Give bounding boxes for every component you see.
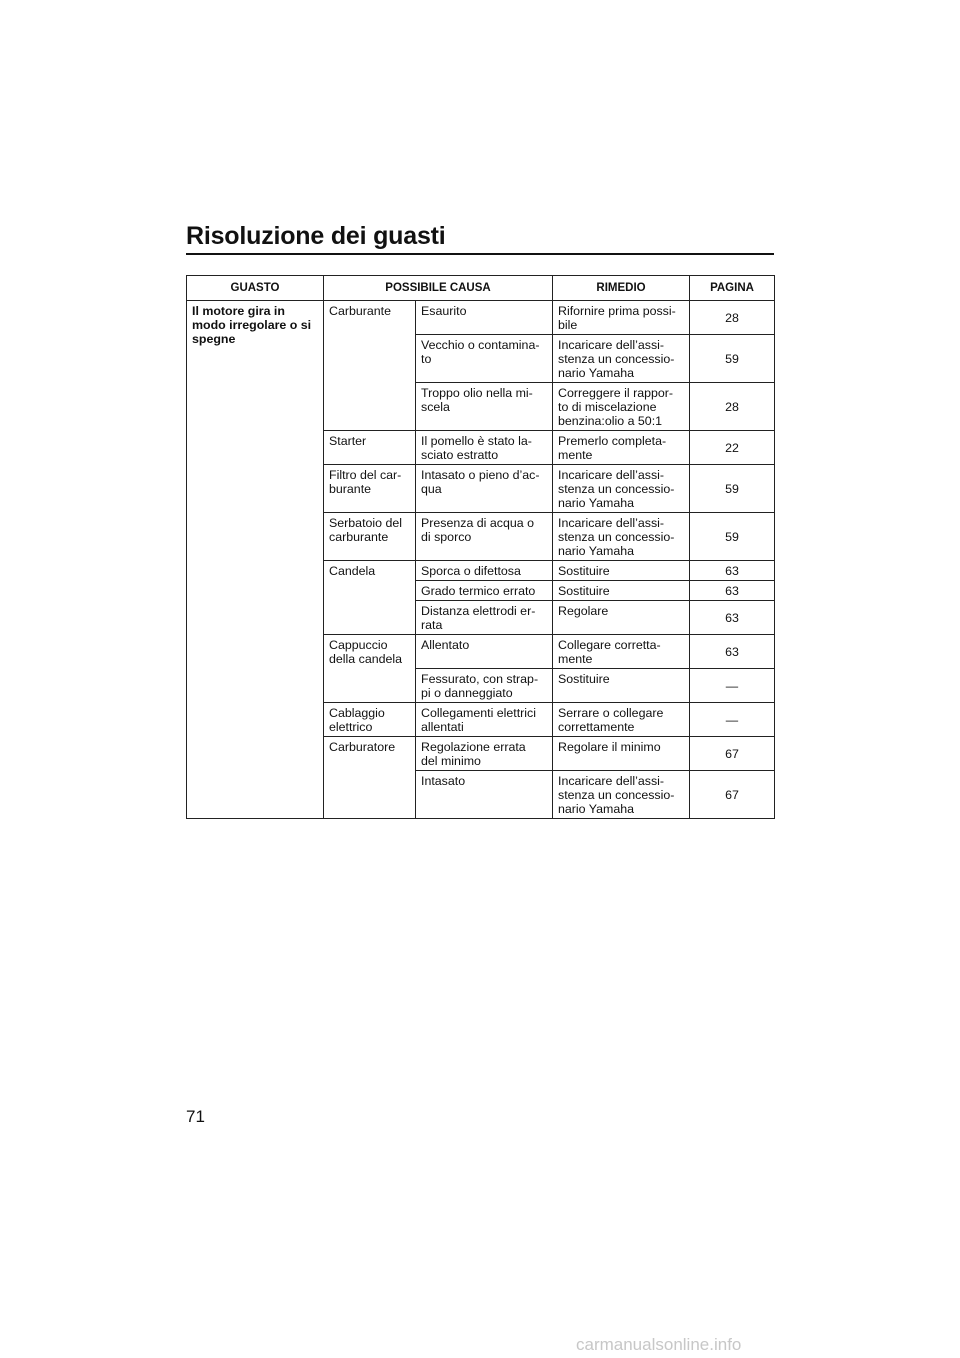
cause-cell: Il pomello è stato la- sciato estratto: [416, 431, 553, 465]
cause-cell: Esaurito: [416, 301, 553, 335]
component-cell: Carburante: [324, 301, 416, 431]
cause-cell: Intasato o pieno d’ac- qua: [416, 465, 553, 513]
page-cell: 63: [690, 581, 775, 601]
remedy-cell: Sostituire: [553, 561, 690, 581]
component-cell: Candela: [324, 561, 416, 635]
page-cell: 28: [690, 301, 775, 335]
page-cell: 59: [690, 513, 775, 561]
page-cell: 59: [690, 465, 775, 513]
page-cell: 67: [690, 737, 775, 771]
remedy-cell: Regolare: [553, 601, 690, 635]
page-cell: 22: [690, 431, 775, 465]
fault-cell: Il motore gira in modo irregolare o si spegne: [187, 301, 324, 819]
cause-cell: Regolazione errata del minimo: [416, 737, 553, 771]
page-cell: 63: [690, 561, 775, 581]
remedy-cell: Regolare il minimo: [553, 737, 690, 771]
page-number: 71: [186, 1107, 205, 1126]
header-remedy: RIMEDIO: [553, 276, 690, 301]
header-cause: POSSIBILE CAUSA: [324, 276, 553, 301]
component-cell: Carburatore: [324, 737, 416, 819]
cause-cell: Presenza di acqua o di sporco: [416, 513, 553, 561]
troubleshooting-table: [186, 275, 775, 819]
remedy-cell: Incaricare dell’assi- stenza un concessio- nario Yamaha: [553, 513, 690, 561]
cause-cell: Grado termico errato: [416, 581, 553, 601]
component-cell: Cablaggio elettrico: [324, 703, 416, 737]
page-cell: 63: [690, 601, 775, 635]
watermark: carmanualsonline.info: [576, 1335, 742, 1354]
cause-cell: Fessurato, con strap- pi o danneggiato: [416, 669, 553, 703]
page-cell: 67: [690, 771, 775, 819]
remedy-cell: Collegare corretta- mente: [553, 635, 690, 669]
table-row: [187, 301, 775, 335]
remedy-cell: Incaricare dell’assi- stenza un concessio- nario Yamaha: [553, 465, 690, 513]
header-page: PAGINA: [690, 276, 775, 301]
remedy-cell: Premerlo completa- mente: [553, 431, 690, 465]
cause-cell: Allentato: [416, 635, 553, 669]
table-header-row: [187, 276, 775, 301]
remedy-cell: Correggere il rappor- to di miscelazione benzina:olio a 50:1: [553, 383, 690, 431]
cause-cell: Troppo olio nella mi- scela: [416, 383, 553, 431]
page-cell: —: [690, 703, 775, 737]
remedy-cell: Incaricare dell’assi- stenza un concessio- nario Yamaha: [553, 335, 690, 383]
page-cell: 59: [690, 335, 775, 383]
page-cell: —: [690, 669, 775, 703]
remedy-cell: Rifornire prima possi- bile: [553, 301, 690, 335]
cause-cell: Distanza elettrodi er- rata: [416, 601, 553, 635]
cause-cell: Collegamenti elettrici allentati: [416, 703, 553, 737]
component-cell: Starter: [324, 431, 416, 465]
page-cell: 63: [690, 635, 775, 669]
cause-cell: Vecchio o contamina- to: [416, 335, 553, 383]
component-cell: Serbatoio del carburante: [324, 513, 416, 561]
title-underline: [186, 253, 774, 255]
page-title: Risoluzione dei guasti: [186, 222, 446, 250]
remedy-cell: Sostituire: [553, 669, 690, 703]
component-cell: Cappuccio della candela: [324, 635, 416, 703]
cause-cell: Sporca o difettosa: [416, 561, 553, 581]
page-cell: 28: [690, 383, 775, 431]
header-fault: GUASTO: [187, 276, 324, 301]
cause-cell: Intasato: [416, 771, 553, 819]
remedy-cell: Serrare o collegare correttamente: [553, 703, 690, 737]
component-cell: Filtro del car- burante: [324, 465, 416, 513]
remedy-cell: Sostituire: [553, 581, 690, 601]
remedy-cell: Incaricare dell’assi- stenza un concessio- nario Yamaha: [553, 771, 690, 819]
